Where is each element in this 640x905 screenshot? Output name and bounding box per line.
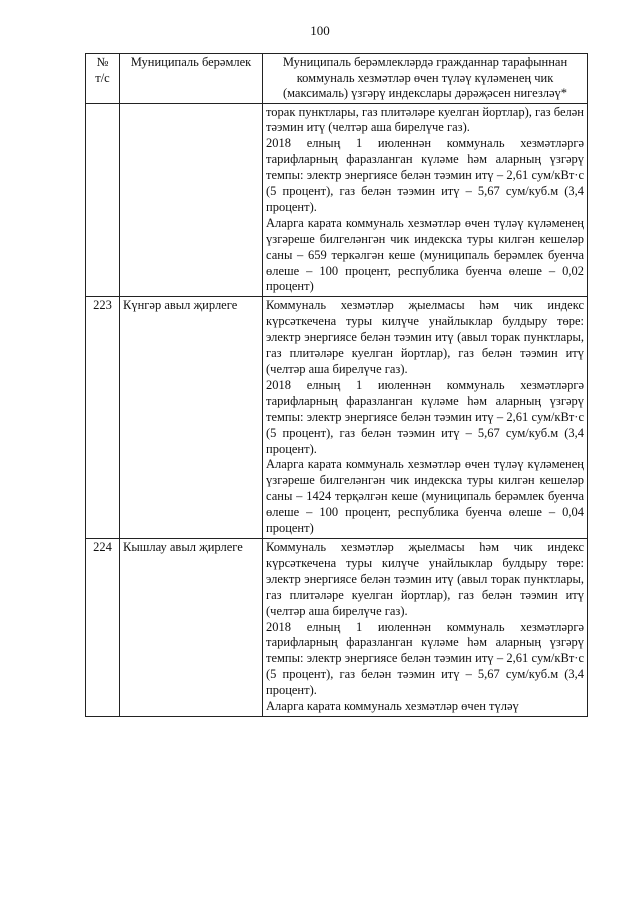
- description-paragraph: торак пунктлары, газ плитәләре куелган йортлар), газ белән тәэмин итү (челтәр аша бирелүче газ).: [266, 104, 584, 135]
- table-row: [86, 103, 588, 297]
- row-description: [263, 538, 588, 716]
- description-paragraph: Аларга карата коммуналь хезмәтләр өчен түләү күләменең үзгәреше билгеләнгән чик индекска туры килгән кешеләр саны – 1424 терқәлгән кеше (муниципаль берәмлек буенча өлеше – 100 процент, республика буенча өлеше – 0,04 процент): [266, 457, 584, 536]
- row-number: 224: [86, 538, 120, 716]
- header-justification: Муниципаль берәмлекләрдә гражданнар тарафыннан коммуналь хезмәтләр өчен түләү күләменең чик (максималь) үзгәрү индекслары дәрәҗәсен нигезләү*: [263, 54, 588, 104]
- row-municipality: Күнгәр авыл җирлеге: [120, 297, 263, 539]
- row-description: [263, 103, 588, 297]
- row-description: [263, 297, 588, 539]
- row-number: [86, 103, 120, 297]
- page-number: 100: [310, 23, 330, 38]
- table-row: [86, 297, 588, 539]
- description-paragraph: Аларга карата коммуналь хезмәтләр өчен түләү: [266, 699, 519, 714]
- table-header-row: [86, 54, 588, 104]
- description-paragraph: 2018 елның 1 июленнән коммуналь хезмәтләргә тарифларның фаразланган күләме һәм аларның үзгәрү темпы: электр энергиясе белән тәэмин итү – 2,61 сум/кВт·с (5 процент), газ белән тәэмин итү – 5,67 сум/куб.м (3,4 процент).: [266, 619, 584, 698]
- header-municipality: Муниципаль берәмлек: [120, 54, 263, 104]
- description-paragraph: Аларга карата коммуналь хезмәтләр өчен түләү күләменең үзгәреше билгеләнгән чик индекска туры килгән кешеләр саны – 659 теркәлгән кеше (муниципаль берәмлек буенча өлеше – 100 процент, республика буенча өлеше – 0,02 процент): [266, 215, 584, 294]
- row-municipality: [120, 103, 263, 297]
- description-paragraph: 2018 елның 1 июленнән коммуналь хезмәтләргә тарифларның фаразланган күләме һәм аларның үзгәрү темпы: электр энергиясе белән тәэмин итү – 2,61 сум/кВт·с (5 процент), газ белән тәэмин итү – 5,67 сум/куб.м (3,4 процент).: [266, 377, 584, 456]
- description-paragraph: Коммуналь хезмәтләр җыелмасы һәм чик индекс күрсәткечена туры килүче унайлыклар булдыру төре: электр энергиясе белән тәэмин итү (авыл торак пунктлары, газ плитәләре куелган йортлар), газ белән тәэмин итү (челтәр аша бирелүче газ).: [266, 298, 584, 376]
- header-number-line2: т/с: [95, 70, 110, 85]
- description-paragraph: 2018 елның 1 июленнән коммуналь хезмәтләргә тарифларның фаразланган күләме һәм аларның үзгәрү темпы: электр энергиясе белән тәэмин итү – 2,61 сум/кВт·с (5 процент), газ белән тәэмин итү – 5,67 сум/куб.м (3,4 процент).: [266, 136, 584, 214]
- header-number-line1: №: [96, 55, 109, 69]
- description-paragraph: Коммуналь хезмәтләр җыелмасы һәм чик индекс күрсәткечена туры килүче унайлыклар булдыру төре: электр энергиясе белән тәэмин итү (авыл торак пунктлары, газ плитәләре куелган йортлар), газ белән тәэмин итү (челтәр аша бирелүче газ).: [266, 539, 584, 618]
- data-table: [85, 53, 588, 717]
- row-municipality: Кышлау авыл җирлеге: [120, 538, 263, 716]
- row-number: 223: [86, 297, 120, 539]
- table-row: [86, 538, 588, 716]
- header-number: [86, 54, 120, 104]
